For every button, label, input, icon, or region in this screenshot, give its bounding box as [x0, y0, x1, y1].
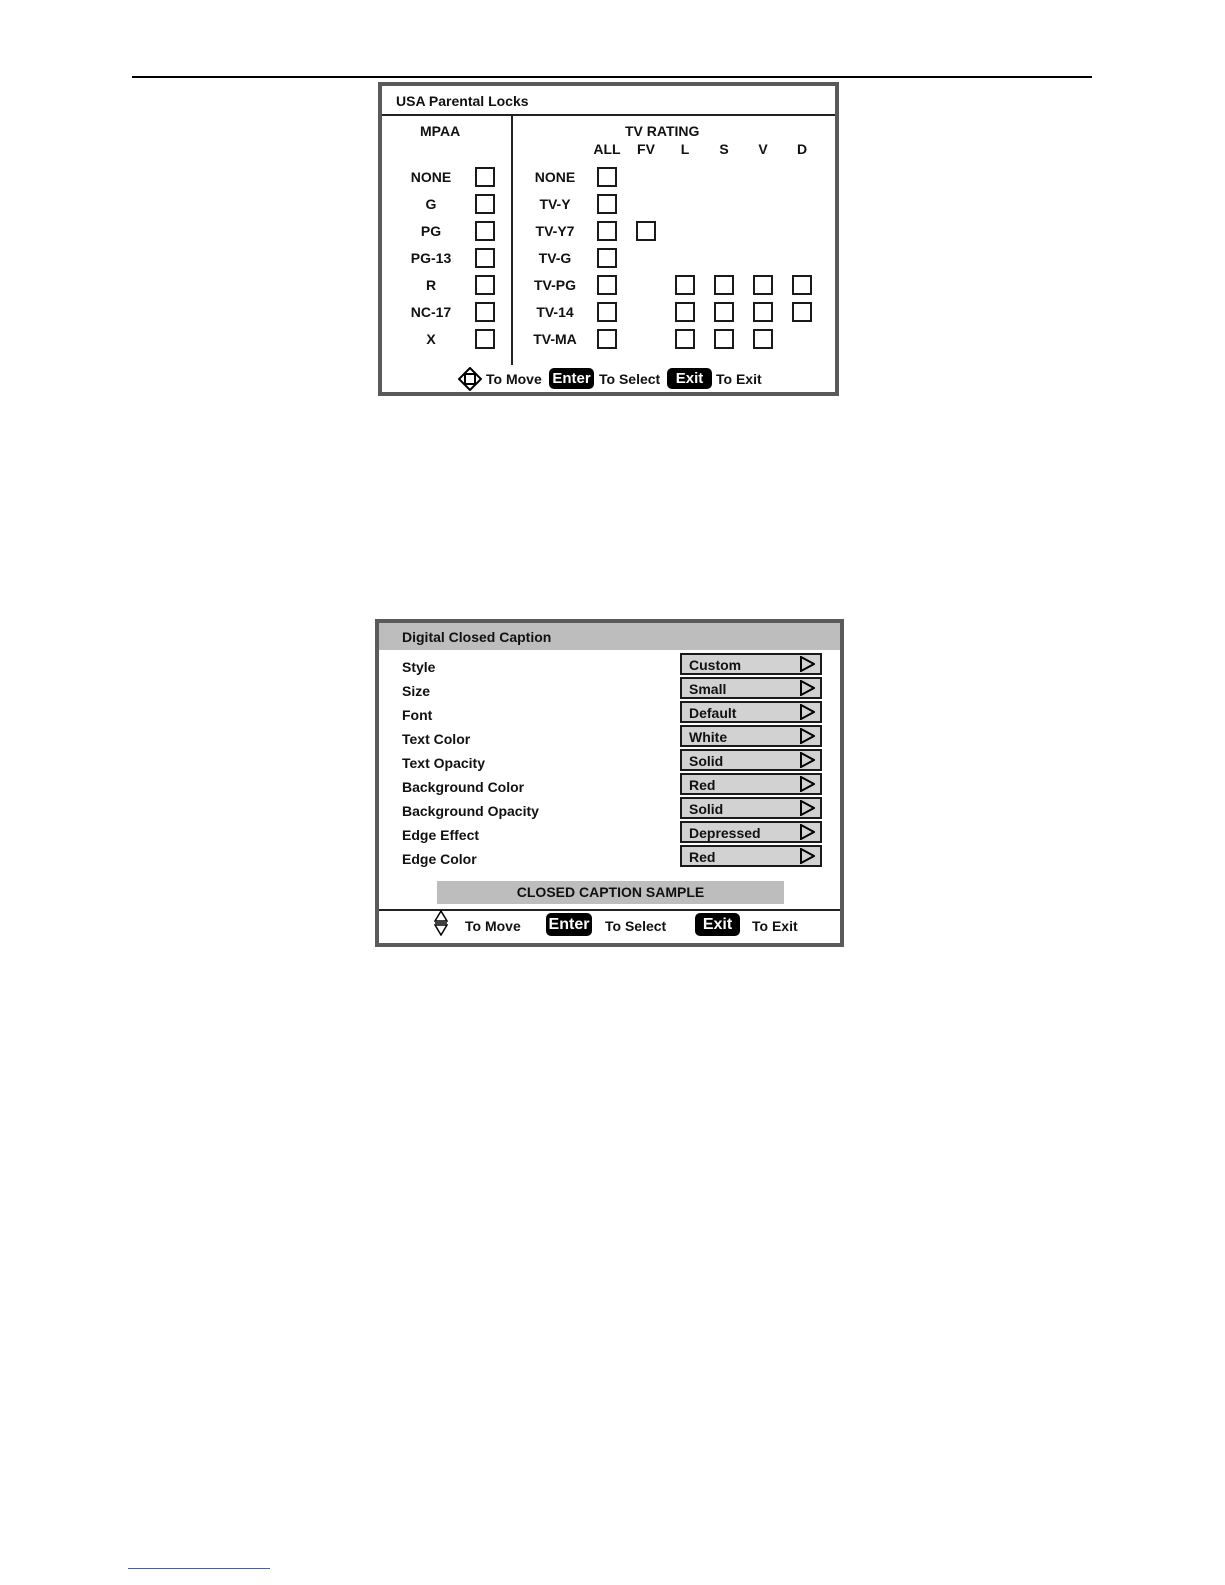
right-arrow-icon [799, 728, 815, 744]
tv-checkbox-tv-y7-all[interactable] [597, 221, 617, 241]
tv-rating-label-none: NONE [534, 169, 576, 185]
right-arrow-icon [799, 848, 815, 864]
select-hint: To Select [605, 918, 667, 934]
background-opacity-selector[interactable] [680, 797, 822, 819]
background-color-selector[interactable] [680, 773, 822, 795]
mpaa-checkbox-pg-13[interactable] [475, 248, 495, 268]
tv-rating-label-tv-ma: TV-MA [533, 331, 577, 347]
tv-checkbox-tv-pg-d[interactable] [792, 275, 812, 295]
caption-sample-preview: CLOSED CAPTION SAMPLE [437, 881, 784, 904]
right-arrow-icon [799, 752, 815, 768]
tv-checkbox-tv-ma-all[interactable] [597, 329, 617, 349]
enter-button[interactable]: Enter [546, 913, 592, 936]
mpaa-label-r: R [425, 277, 437, 293]
edge-color-selector[interactable] [680, 845, 822, 867]
style-label: Style [402, 659, 436, 675]
tv-rating-label-tv-g: TV-G [538, 250, 572, 266]
edge-effect-label: Edge Effect [402, 827, 480, 843]
move-hint: To Move [465, 918, 521, 934]
mpaa-label-g: G [425, 196, 437, 212]
mpaa-checkbox-none[interactable] [475, 167, 495, 187]
font-label: Font [402, 707, 433, 723]
closed-caption-title: Digital Closed Caption [402, 629, 552, 645]
tv-column-header-d: D [796, 141, 808, 157]
parental-locks-panel [378, 82, 839, 396]
text-opacity-value: Solid [689, 753, 724, 769]
text-color-value: White [689, 729, 728, 745]
background-color-value: Red [689, 777, 716, 793]
mpaa-label-nc-17: NC-17 [410, 304, 452, 320]
text-opacity-label: Text Opacity [402, 755, 485, 771]
mpaa-checkbox-pg[interactable] [475, 221, 495, 241]
tv-column-header-s: S [719, 141, 729, 157]
tv-checkbox-tv-14-v[interactable] [753, 302, 773, 322]
background-opacity-value: Solid [689, 801, 724, 817]
tv-rating-label-tv-14: TV-14 [536, 304, 574, 320]
text-color-label: Text Color [402, 731, 471, 747]
edge-effect-value: Depressed [689, 825, 761, 841]
exit-button[interactable]: Exit [667, 368, 712, 389]
select-hint: To Select [599, 371, 661, 387]
mpaa-header: MPAA [420, 123, 461, 139]
mpaa-checkbox-r[interactable] [475, 275, 495, 295]
tv-checkbox-tv-14-d[interactable] [792, 302, 812, 322]
tv-checkbox-tv-14-all[interactable] [597, 302, 617, 322]
text-color-selector[interactable] [680, 725, 822, 747]
tv-column-header-v: V [758, 141, 768, 157]
tv-checkbox-tv-ma-v[interactable] [753, 329, 773, 349]
tv-column-header-fv: FV [637, 141, 655, 157]
size-label: Size [402, 683, 431, 699]
right-arrow-icon [799, 656, 815, 672]
background-color-label: Background Color [402, 779, 525, 795]
tv-checkbox-tv-pg-all[interactable] [597, 275, 617, 295]
exit-button[interactable]: Exit [695, 913, 740, 936]
mpaa-label-x: X [426, 331, 436, 347]
mpaa-label-none: NONE [410, 169, 452, 185]
mpaa-checkbox-nc-17[interactable] [475, 302, 495, 322]
tv-column-header-l: L [680, 141, 690, 157]
closed-caption-title-bar [379, 623, 840, 650]
right-arrow-icon [799, 824, 815, 840]
tv-rating-label-tv-y: TV-Y [539, 196, 571, 212]
size-value: Small [689, 681, 727, 697]
right-arrow-icon [799, 704, 815, 720]
column-divider [511, 116, 513, 365]
tv-checkbox-tv-pg-l[interactable] [675, 275, 695, 295]
exit-hint: To Exit [752, 918, 798, 934]
tv-checkbox-tv-14-l[interactable] [675, 302, 695, 322]
background-opacity-label: Background Opacity [402, 803, 539, 819]
edge-color-value: Red [689, 849, 716, 865]
four-way-arrow-icon [458, 367, 482, 391]
mpaa-label-pg: PG [420, 223, 442, 239]
tv-checkbox-tv-ma-s[interactable] [714, 329, 734, 349]
footer-divider [379, 909, 840, 911]
up-down-arrow-icon [434, 910, 448, 936]
right-arrow-icon [799, 680, 815, 696]
exit-hint: To Exit [716, 371, 762, 387]
mpaa-label-pg-13: PG-13 [410, 250, 452, 266]
style-selector[interactable] [680, 653, 822, 675]
tv-rating-label-tv-y7: TV-Y7 [535, 223, 575, 239]
size-selector[interactable] [680, 677, 822, 699]
tv-checkbox-tv-y-all[interactable] [597, 194, 617, 214]
mpaa-checkbox-g[interactable] [475, 194, 495, 214]
tv-checkbox-none-all[interactable] [597, 167, 617, 187]
enter-button[interactable]: Enter [549, 368, 594, 389]
mpaa-checkbox-x[interactable] [475, 329, 495, 349]
tv-checkbox-tv-g-all[interactable] [597, 248, 617, 268]
parental-locks-title: USA Parental Locks [396, 93, 529, 109]
text-opacity-selector[interactable] [680, 749, 822, 771]
right-arrow-icon [799, 800, 815, 816]
tv-checkbox-tv-14-s[interactable] [714, 302, 734, 322]
edge-effect-selector[interactable] [680, 821, 822, 843]
edge-color-label: Edge Color [402, 851, 477, 867]
closed-caption-panel [375, 619, 844, 947]
tv-column-header-all: ALL [593, 141, 621, 157]
tv-rating-header: TV RATING [625, 123, 700, 139]
move-hint: To Move [486, 371, 542, 387]
right-arrow-icon [799, 776, 815, 792]
font-selector[interactable] [680, 701, 822, 723]
style-value: Custom [689, 657, 742, 673]
tv-checkbox-tv-pg-s[interactable] [714, 275, 734, 295]
tv-checkbox-tv-ma-l[interactable] [675, 329, 695, 349]
parental-locks-footer [382, 366, 835, 390]
font-value: Default [689, 705, 737, 721]
tv-rating-label-tv-pg: TV-PG [533, 277, 576, 293]
tv-checkbox-tv-pg-v[interactable] [753, 275, 773, 295]
tv-checkbox-tv-y7-fv[interactable] [636, 221, 656, 241]
page-top-rule [132, 76, 1092, 78]
title-divider [382, 114, 835, 116]
page-bottom-rule [128, 1568, 270, 1569]
